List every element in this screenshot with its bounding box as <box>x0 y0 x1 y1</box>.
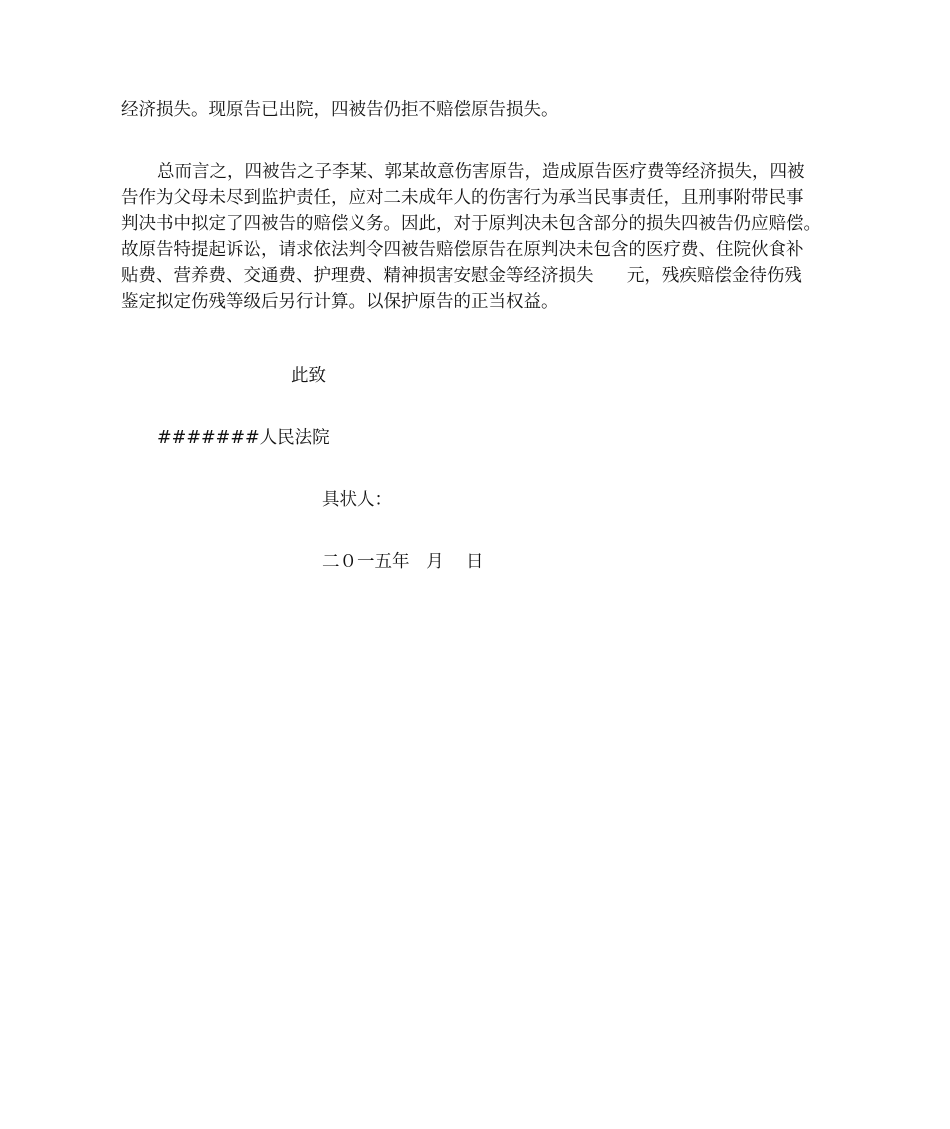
paragraph-2-line-4: 故原告特提起诉讼，请求依法判令四被告赔偿原告在原判决未包含的医疗费、住院伙食补 <box>121 240 804 260</box>
date-line: 二０一五年 月 日 <box>322 552 484 572</box>
salutation: 此致 <box>291 366 326 386</box>
paragraph-2-line-6: 鉴定拟定伤残等级后另行计算。以保护原告的正当权益。 <box>121 292 559 312</box>
paragraph-1-line-1: 经济损失。现原告已出院，四被告仍拒不赔偿原告损失。 <box>121 100 559 120</box>
paragraph-2-line-1: 总而言之，四被告之子李某、郭某故意伤害原告，造成原告医疗费等经济损失，四被 <box>157 162 805 182</box>
court-name: #######人民法院 <box>157 428 330 448</box>
paragraph-2-line-3: 判决书中拟定了四被告的赔偿义务。因此，对于原判决未包含部分的损失四被告仍应赔偿。 <box>121 214 821 234</box>
paragraph-2-line-2: 告作为父母未尽到监护责任，应对二未成年人的伤害行为承当民事责任，且刑事附带民事 <box>121 188 804 208</box>
signatory-label: 具状人： <box>322 490 392 510</box>
paragraph-2-line-5: 贴费、营养费、交通费、护理费、精神损害安慰金等经济损失 元，残疾赔偿金待伤残 <box>121 266 802 286</box>
